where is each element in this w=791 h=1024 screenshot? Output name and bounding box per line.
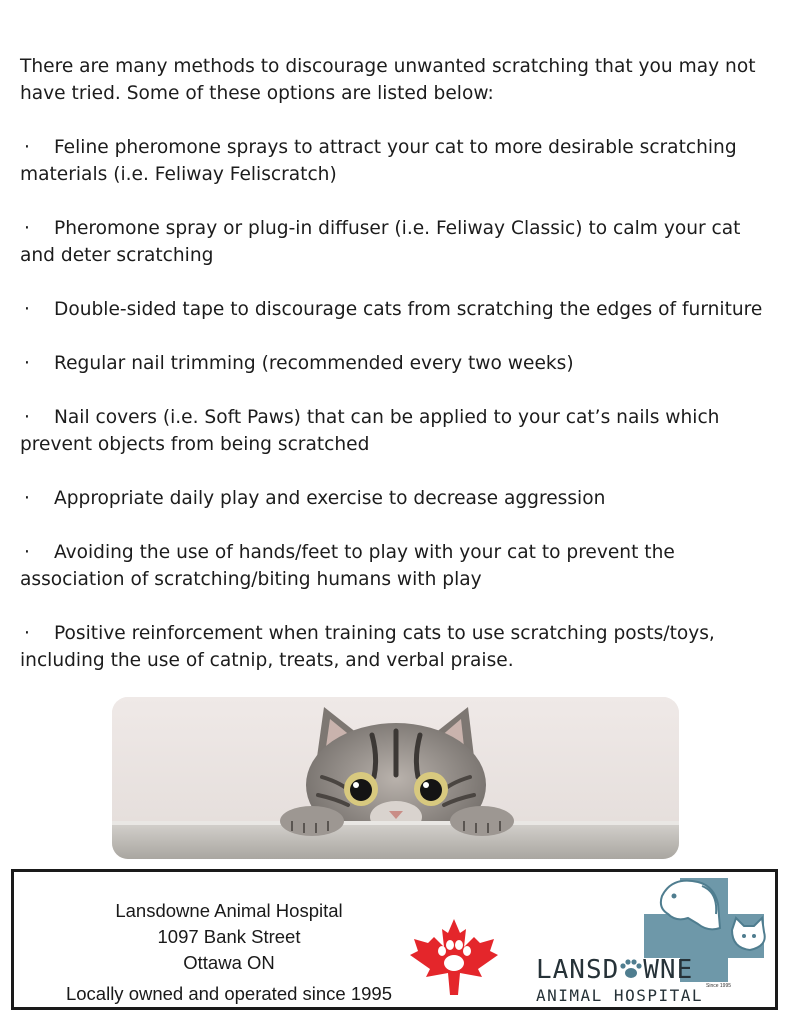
bullet: · [24,488,30,509]
bullet: · [24,218,30,239]
logo-wordmark [536,955,693,985]
bullet: · [24,353,30,374]
bullet: · [24,542,30,563]
list-item-text: Double-sided tape to discourage cats from scratching the edges of furniture [54,299,763,320]
paw-print-icon [619,958,643,980]
footer-box [11,869,778,1010]
logo-subtitle: ANIMAL HOSPITAL [536,986,703,1005]
list-item-text: Pheromone spray or plug-in diffuser (i.e. Feliway Classic) to calm your cat and deter scratching [20,218,741,266]
list-item-text: Positive reinforcement when training cats to use scratching posts/toys, including the use of catnip, treats, and verbal praise. [20,623,715,671]
list-item [20,404,772,458]
clinic-tagline: Locally owned and operated since 1995 [65,983,393,1004]
list-item [20,620,772,674]
list-item-text: Avoiding the use of hands/feet to play with your cat to prevent the association of scratching/biting humans with play [20,542,675,590]
list-item [20,134,772,188]
list-item [20,296,772,323]
list-item [20,215,772,269]
clinic-address [30,898,428,1007]
list-item-text: Appropriate daily play and exercise to decrease aggression [54,488,606,509]
bullet: · [24,623,30,644]
clinic-name: Lansdowne Animal Hospital [115,900,343,921]
clinic-street: 1097 Bank Street [157,926,301,947]
cat-photo [112,697,679,859]
logo-since: Since 1995 [706,983,732,989]
intro-paragraph: There are many methods to discourage unwanted scratching that you may not have tried. Some of these options are listed below: [20,56,756,104]
maple-leaf-paw-icon [408,917,500,997]
list-item [20,485,772,512]
list-item-text: Regular nail trimming (recommended every two weeks) [54,353,574,374]
document-body [20,53,772,701]
list-item [20,350,772,377]
clinic-city: Ottawa ON [183,952,275,973]
list-item-text: Nail covers (i.e. Soft Paws) that can be applied to your cat’s nails which prevent objects from being scratched [20,407,720,455]
list-item [20,539,772,593]
lansdowne-logo [522,874,777,1010]
logo-wordmark-a: LANSD [536,955,620,985]
list-item-text: Feline pheromone sprays to attract your cat to more desirable scratching materials (i.e. Feliway Feliscratch) [20,137,737,185]
kitten-illustration [112,697,679,859]
bullet: · [24,299,30,320]
logo-wordmark-b: WNE [643,955,694,985]
bullet: · [24,407,30,428]
bullet: · [24,137,30,158]
